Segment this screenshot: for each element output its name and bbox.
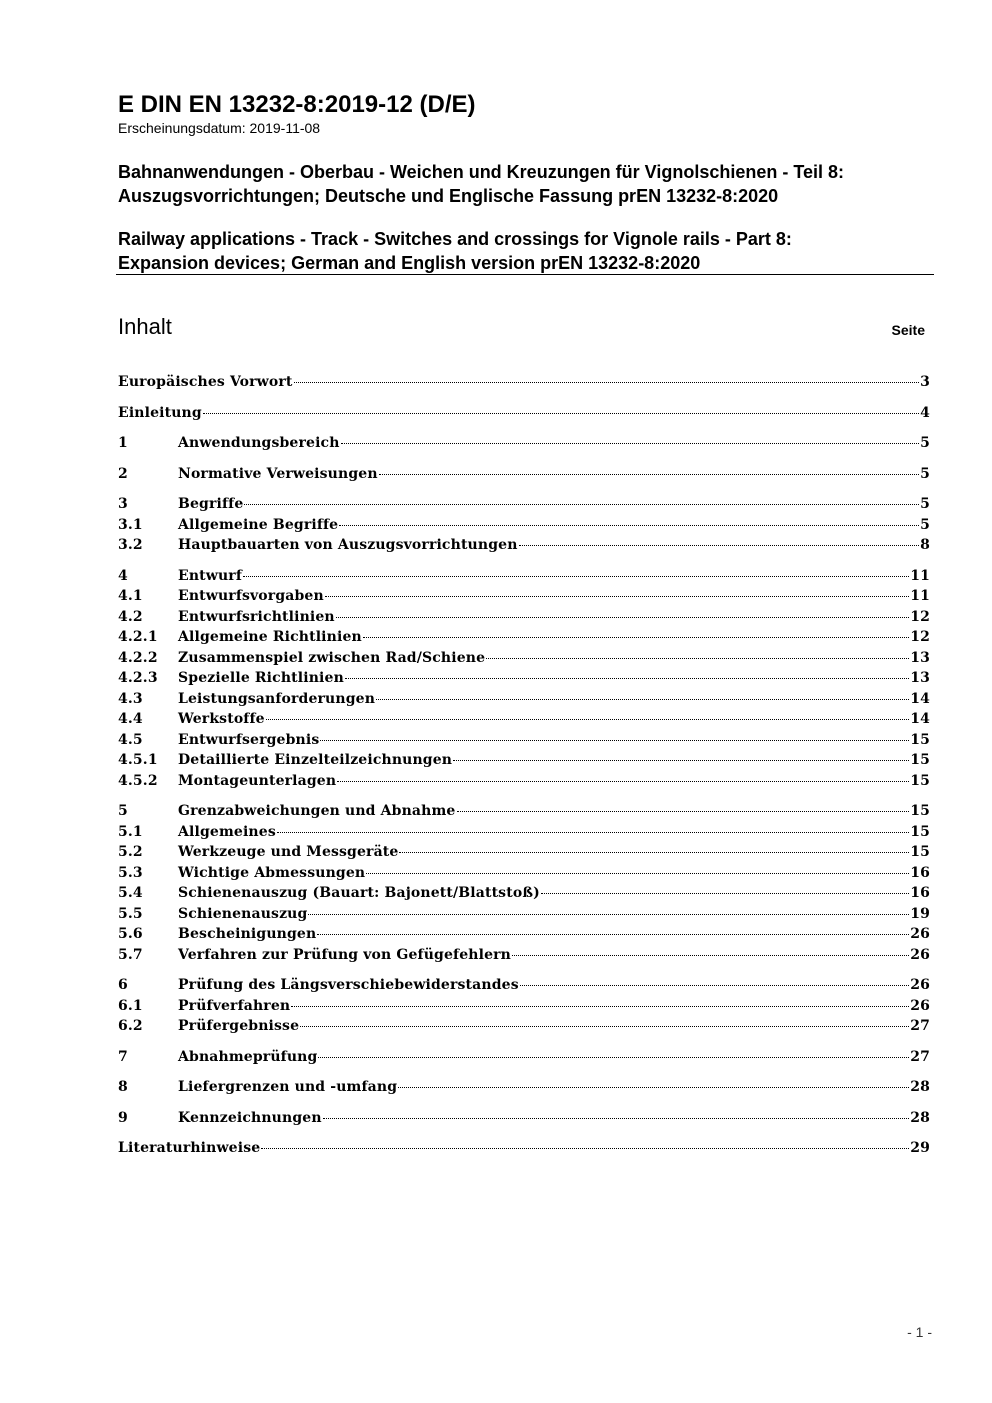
toc-entry[interactable] — [118, 730, 930, 751]
toc-dot-leader — [339, 525, 919, 526]
toc-entry-number: 5.1 — [118, 823, 143, 840]
toc-entry-title[interactable]: Detaillierte Einzelteilzeichnungen — [178, 752, 453, 768]
toc-entry-title[interactable]: Allgemeines — [178, 823, 276, 840]
page-column-label: Seite — [891, 322, 925, 338]
toc-dot-leader — [318, 1057, 909, 1058]
page-number: - 1 - — [907, 1324, 932, 1340]
german-title-line-1: Bahnanwendungen - Oberbau - Weichen und Kreuzungen für Vignolschienen - Teil 8: — [118, 162, 845, 182]
toc-dot-leader — [541, 893, 909, 894]
english-title-line-1: Railway applications - Track - Switches and crossings for Vignole rails - Part 8: — [118, 229, 792, 249]
toc-entry-page: 11 — [910, 588, 930, 604]
toc-entry-number: 3.2 — [118, 537, 143, 553]
toc-dot-leader — [363, 637, 909, 638]
toc-entry[interactable] — [118, 842, 930, 863]
toc-dot-leader — [457, 811, 910, 812]
toc-entry-title[interactable]: Hauptbauarten von Auszugsvorrichtungen — [178, 537, 518, 553]
toc-entry[interactable] — [118, 863, 930, 884]
toc-entry-number: 5 — [118, 803, 128, 819]
toc-dot-leader — [336, 617, 909, 618]
toc-entry-title[interactable]: Entwurfsergebnis — [178, 731, 320, 748]
toc-dot-leader — [291, 1006, 909, 1007]
toc-entry[interactable] — [118, 883, 930, 904]
toc-entry-title[interactable]: Spezielle Richtlinien — [178, 670, 344, 686]
toc-entry-number: 6 — [118, 977, 128, 993]
toc-entry-number: 4.2.1 — [118, 629, 158, 645]
toc-entry-page: 15 — [910, 772, 930, 789]
toc-entry-page: 26 — [910, 997, 930, 1014]
toc-entry-number: 4.5.2 — [118, 772, 158, 789]
toc-entry-number: 8 — [118, 1079, 128, 1095]
toc-entry[interactable] — [118, 515, 930, 536]
english-title-line-2: Expansion devices; German and English version prEN 13232-8:2020 — [118, 253, 701, 273]
toc-entry-title[interactable]: Anwendungsbereich — [178, 435, 340, 451]
toc-entry-number: 5.7 — [118, 946, 143, 963]
toc-entry-title[interactable]: Schienenauszug — [178, 905, 308, 922]
toc-entry-title[interactable]: Schienenauszug (Bauart: Bajonett/Blattstoß) — [178, 885, 540, 901]
toc-entry-page: 12 — [910, 629, 930, 645]
toc-entry-page: 16 — [910, 864, 930, 881]
toc-dot-leader — [308, 914, 909, 915]
toc-entry-number: 1 — [118, 435, 128, 451]
toc-dot-leader — [317, 934, 909, 935]
toc-dot-leader — [325, 596, 909, 597]
toc-entry-page: 14 — [910, 690, 930, 707]
toc-entry-title[interactable]: Europäisches Vorwort — [118, 374, 293, 390]
toc-entry-page: 27 — [910, 1018, 930, 1034]
toc-dot-leader — [376, 699, 909, 700]
toc-entry-number: 4.1 — [118, 588, 143, 604]
toc-entry-page: 26 — [910, 926, 930, 942]
toc-dot-leader — [320, 740, 909, 741]
toc-entry-page: 15 — [910, 844, 930, 860]
toc-entry[interactable] — [118, 494, 930, 515]
toc-entry-number: 9 — [118, 1109, 128, 1126]
toc-entry[interactable] — [118, 648, 930, 669]
toc-entry-page: 12 — [910, 608, 930, 625]
toc-entry-title[interactable]: Allgemeine Begriffe — [178, 516, 339, 533]
toc-entry-title[interactable]: Liefergrenzen und -umfang — [178, 1079, 398, 1095]
toc-entry-title[interactable]: Entwurfsvorgaben — [178, 588, 324, 604]
toc-entry-page: 16 — [910, 885, 930, 901]
toc-entry-title[interactable]: Leistungsanforderungen — [178, 690, 376, 707]
toc-entry[interactable] — [118, 1108, 930, 1129]
document-id-title: E DIN EN 13232-8:2019-12 (D/E) — [118, 91, 476, 118]
toc-dot-leader — [243, 576, 909, 577]
toc-dot-leader — [519, 545, 920, 546]
toc-dot-leader — [366, 873, 909, 874]
toc-entry-number: 4 — [118, 567, 128, 584]
toc-entry-title[interactable]: Allgemeine Richtlinien — [178, 629, 362, 645]
toc-entry[interactable] — [118, 433, 930, 454]
toc-entry-page: 27 — [910, 1048, 930, 1065]
toc-entry-page: 5 — [920, 496, 930, 512]
toc-entry-number: 5.5 — [118, 905, 143, 922]
toc-entry-number: 6.1 — [118, 997, 143, 1014]
toc-entry-page: 8 — [920, 537, 930, 553]
toc-dot-leader — [520, 985, 909, 986]
toc-entry-number: 4.5.1 — [118, 752, 158, 768]
toc-entry-number: 5.2 — [118, 844, 143, 860]
toc-dot-leader — [323, 1118, 910, 1119]
toc-entry-number: 3 — [118, 496, 128, 512]
toc-entry-title[interactable]: Prüfung des Längsverschiebewiderstandes — [178, 977, 519, 993]
toc-entry-title[interactable]: Bescheinigungen — [178, 926, 317, 942]
toc-dot-leader — [203, 413, 919, 414]
toc-entry-title[interactable]: Werkstoffe — [178, 711, 265, 727]
toc-entry-title[interactable]: Werkzeuge und Messgeräte — [178, 844, 399, 860]
toc-entry-page: 29 — [910, 1140, 930, 1156]
toc-entry-page: 13 — [910, 670, 930, 686]
toc-entry-title[interactable]: Zusammenspiel zwischen Rad/Schiene — [178, 649, 486, 666]
toc-entry[interactable] — [118, 709, 930, 730]
toc-entry[interactable] — [118, 801, 930, 822]
toc-entry-page: 14 — [910, 711, 930, 727]
toc-entry[interactable] — [118, 1138, 930, 1159]
toc-entry-title[interactable]: Prüfergebnisse — [178, 1018, 300, 1034]
toc-entry-title[interactable]: Prüfverfahren — [178, 997, 291, 1014]
toc-entry-page: 5 — [920, 465, 930, 482]
toc-entry[interactable] — [118, 689, 930, 710]
toc-entry-number: 7 — [118, 1048, 128, 1065]
toc-entry-number: 5.3 — [118, 864, 143, 881]
toc-entry-number: 2 — [118, 465, 128, 482]
german-title-line-2: Auszugsvorrichtungen; Deutsche und Englische Fassung prEN 13232-8:2020 — [118, 186, 779, 206]
toc-entry[interactable] — [118, 668, 930, 689]
toc-dot-leader — [244, 504, 919, 505]
toc-entry[interactable] — [118, 372, 930, 393]
english-title — [118, 227, 792, 275]
toc-dot-leader — [341, 443, 920, 444]
toc-entry-page: 28 — [910, 1079, 930, 1095]
toc-entry[interactable] — [118, 627, 930, 648]
toc-entry-number: 6.2 — [118, 1018, 143, 1034]
toc-entry-page: 3 — [920, 374, 930, 390]
toc-entry-number: 4.4 — [118, 711, 143, 727]
toc-entry-title[interactable]: Einleitung — [118, 404, 202, 421]
publication-date: Erscheinungsdatum: 2019-11-08 — [118, 120, 321, 136]
toc-entry-title[interactable]: Montageunterlagen — [178, 772, 337, 789]
toc-entry-number: 4.2.3 — [118, 670, 158, 686]
toc-entry-title[interactable]: Wichtige Abmessungen — [178, 864, 366, 881]
toc-entry-title[interactable]: Literaturhinweise — [118, 1140, 261, 1156]
toc-entry[interactable] — [118, 945, 930, 966]
toc-entry-page: 11 — [910, 567, 930, 584]
toc-dot-leader — [294, 382, 920, 383]
toc-entry-number: 3.1 — [118, 516, 143, 533]
toc-entry[interactable] — [118, 586, 930, 607]
toc-entry-page: 15 — [910, 803, 930, 819]
toc-entry-title[interactable]: Entwurf — [178, 567, 242, 584]
toc-entry-page: 26 — [910, 946, 930, 963]
toc-entry-page: 5 — [920, 435, 930, 451]
toc-dot-leader — [453, 760, 909, 761]
toc-entry-page: 26 — [910, 977, 930, 993]
german-title — [118, 160, 844, 208]
toc-entry-number: 4.2 — [118, 608, 143, 625]
toc-entry[interactable] — [118, 566, 930, 587]
toc-dot-leader — [379, 474, 919, 475]
toc-dot-leader — [277, 832, 909, 833]
toc-entry-page: 4 — [920, 404, 930, 421]
toc-heading: Inhalt — [118, 314, 172, 339]
toc-entry-title[interactable]: Abnahmeprüfung — [178, 1048, 318, 1065]
toc-entry-number: 5.4 — [118, 885, 143, 901]
toc-dot-leader — [399, 852, 909, 853]
toc-entry-page: 28 — [910, 1109, 930, 1126]
toc-dot-leader — [300, 1026, 909, 1027]
toc-entry-number: 4.3 — [118, 690, 143, 707]
title-divider — [116, 274, 934, 275]
toc-entry-page: 15 — [910, 823, 930, 840]
toc-entry-title[interactable]: Begriffe — [178, 496, 244, 512]
toc-dot-leader — [266, 719, 910, 720]
toc-entry[interactable] — [118, 464, 930, 485]
toc-dot-leader — [398, 1087, 909, 1088]
toc-entry-page: 15 — [910, 752, 930, 768]
toc-entry[interactable] — [118, 1016, 930, 1037]
toc-dot-leader — [345, 678, 909, 679]
toc-dot-leader — [486, 658, 909, 659]
toc-entry-page: 15 — [910, 731, 930, 748]
toc-entry[interactable] — [118, 996, 930, 1017]
toc-entry-title[interactable]: Normative Verweisungen — [178, 465, 378, 482]
table-of-contents — [118, 372, 930, 1159]
toc-entry-number: 5.6 — [118, 926, 143, 942]
toc-entry-title[interactable]: Kennzeichnungen — [178, 1109, 322, 1126]
toc-entry[interactable] — [118, 403, 930, 424]
toc-entry[interactable] — [118, 607, 930, 628]
toc-entry-page: 19 — [910, 905, 930, 922]
toc-entry[interactable] — [118, 904, 930, 925]
toc-entry-title[interactable]: Verfahren zur Prüfung von Gefügefehlern — [178, 946, 511, 963]
toc-entry[interactable] — [118, 924, 930, 945]
toc-entry-page: 5 — [920, 516, 930, 533]
toc-entry[interactable] — [118, 1077, 930, 1098]
toc-dot-leader — [512, 955, 909, 956]
toc-entry-title[interactable]: Entwurfsrichtlinien — [178, 608, 335, 625]
toc-entry-page: 13 — [910, 649, 930, 666]
toc-entry[interactable] — [118, 750, 930, 771]
toc-entry[interactable] — [118, 975, 930, 996]
toc-dot-leader — [261, 1148, 909, 1149]
toc-entry[interactable] — [118, 535, 930, 556]
toc-dot-leader — [337, 781, 909, 782]
toc-entry-title[interactable]: Grenzabweichungen und Abnahme — [178, 803, 456, 819]
toc-entry[interactable] — [118, 771, 930, 792]
toc-entry[interactable] — [118, 822, 930, 843]
toc-entry-number: 4.2.2 — [118, 649, 158, 666]
toc-entry[interactable] — [118, 1047, 930, 1068]
toc-entry-number: 4.5 — [118, 731, 143, 748]
